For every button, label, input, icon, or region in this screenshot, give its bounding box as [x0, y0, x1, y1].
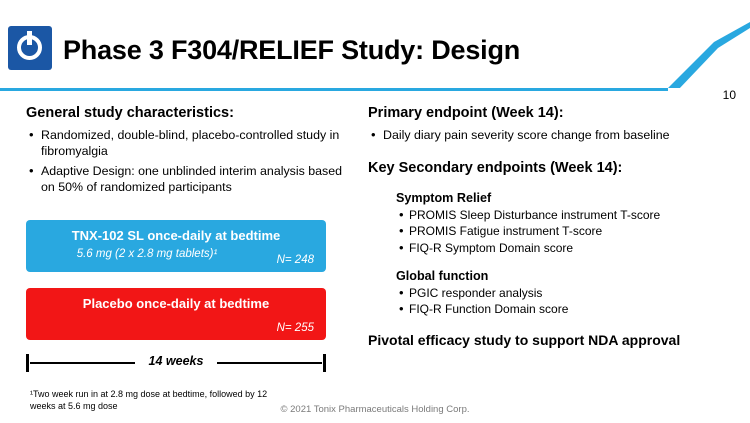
timeline-end-cap	[323, 354, 326, 372]
timeline-start-cap	[26, 354, 29, 372]
list-item: • Daily diary pain severity score change from baseline	[368, 128, 730, 144]
treatment-arm-active	[26, 220, 326, 272]
primary-endpoint-heading: Primary endpoint (Week 14):	[368, 105, 564, 121]
secondary-endpoints-heading: Key Secondary endpoints (Week 14):	[368, 159, 623, 176]
copyright-footer: © 2021 Tonix Pharmaceuticals Holding Corp.	[280, 404, 470, 415]
list-item: • Adaptive Design: one unblinded interim analysis based on 50% of randomized participants	[26, 164, 356, 196]
list-item: • PROMIS Fatigue instrument T-score	[396, 224, 730, 239]
general-characteristics-list	[26, 128, 356, 196]
header-swoosh-decoration	[668, 22, 750, 92]
symptom-relief-heading: Symptom Relief	[396, 190, 492, 205]
page-number: 10	[722, 88, 736, 102]
footnote: ¹Two week run in at 2.8 mg dose at bedtime, followed by 12 weeks at 5.6 mg dose	[30, 389, 268, 412]
timeline-label: 14 weeks	[135, 354, 217, 368]
page-title: Phase 3 F304/RELIEF Study: Design	[63, 35, 521, 65]
right-column	[368, 105, 730, 348]
treatment-arm-placebo-n: N= 255	[276, 322, 314, 334]
spacer	[368, 183, 730, 191]
global-function-group	[396, 269, 730, 318]
left-column	[26, 105, 356, 200]
general-characteristics-heading: General study characteristics:	[26, 105, 234, 121]
symptom-relief-list	[396, 208, 730, 256]
company-logo	[8, 26, 52, 70]
header-divider	[0, 88, 684, 91]
closing-statement: Pivotal efficacy study to support NDA approval	[368, 331, 681, 348]
study-duration-timeline	[26, 352, 326, 374]
global-function-list	[396, 286, 730, 318]
logo-stem-icon	[27, 31, 32, 45]
treatment-arm-active-dose: 5.6 mg (2 x 2.8 mg tablets)¹	[76, 248, 218, 260]
global-function-heading: Global function	[396, 268, 489, 283]
treatment-arm-active-n: N= 248	[276, 254, 314, 266]
list-item: • Randomized, double-blind, placebo-controlled study in fibromyalgia	[26, 128, 356, 160]
treatment-arm-placebo-title: Placebo once-daily at bedtime	[82, 296, 270, 311]
spacer	[368, 257, 730, 269]
list-item: • PGIC responder analysis	[396, 286, 730, 301]
list-item: • PROMIS Sleep Disturbance instrument T-score	[396, 208, 730, 223]
symptom-relief-group	[396, 191, 730, 256]
list-item: • FIQ-R Function Domain score	[396, 302, 730, 317]
list-item: • FIQ-R Symptom Domain score	[396, 241, 730, 256]
primary-endpoint-list	[368, 128, 730, 144]
treatment-arm-placebo	[26, 288, 326, 340]
treatment-arm-active-title: TNX-102 SL once-daily at bedtime	[71, 228, 281, 243]
spacer	[368, 148, 730, 160]
